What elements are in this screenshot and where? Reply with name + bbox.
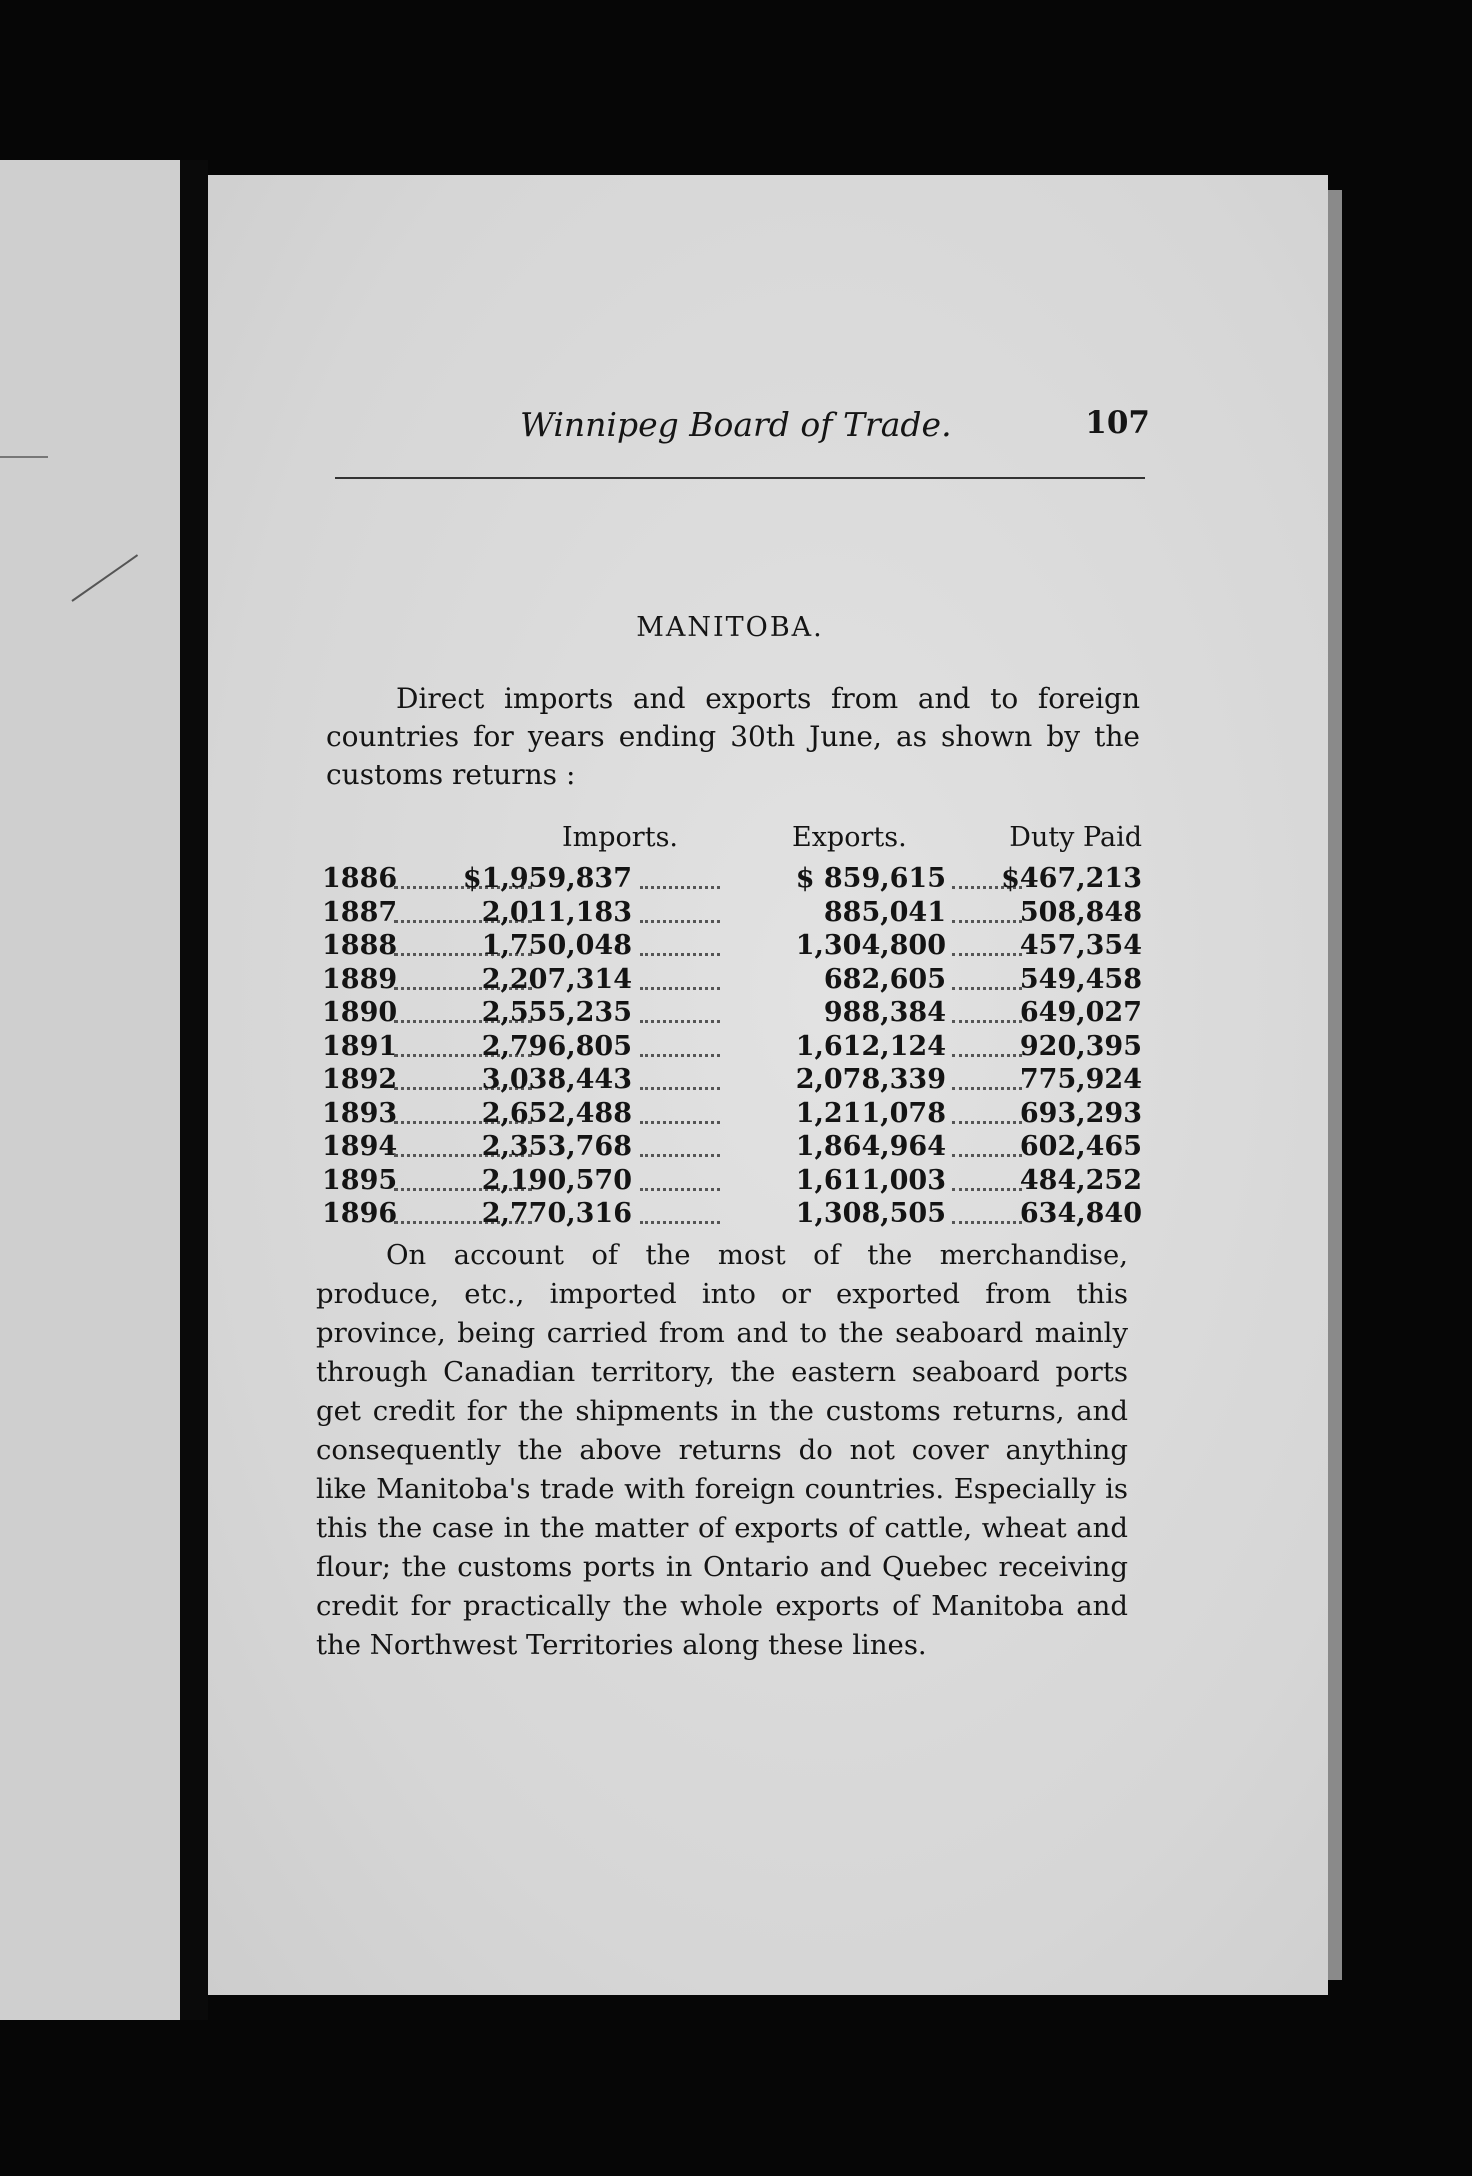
- exports-cell: 1,864,964: [795, 1131, 946, 1162]
- table-row: [322, 1030, 1142, 1064]
- table-body: [322, 862, 1142, 1231]
- imports-cell: 2,555,235: [481, 997, 632, 1028]
- year-cell: 1888: [322, 930, 398, 961]
- imports-cell: 2,770,316: [481, 1198, 632, 1229]
- duty-cell: 484,252: [1019, 1164, 1142, 1196]
- leader-dots: [640, 1197, 720, 1224]
- year-cell: 1893: [322, 1097, 398, 1129]
- imports-cell: 3,038,443: [481, 1064, 632, 1095]
- exports-cell: 1,612,124: [795, 1030, 946, 1062]
- leader-dots: [640, 862, 720, 889]
- duty-cell: 649,027: [1019, 997, 1142, 1028]
- leader-dots: [952, 1130, 1022, 1157]
- imports-cell: 2,190,570: [481, 1164, 632, 1196]
- duty-cell: 457,354: [1019, 930, 1142, 961]
- leader-dots: [640, 996, 720, 1023]
- duty-header: Duty Paid: [1009, 822, 1142, 853]
- exports-cell: 682,605: [823, 963, 946, 995]
- duty-cell: 549,458: [1019, 963, 1142, 995]
- duty-cell: $467,213: [1001, 863, 1142, 894]
- table-row: [322, 862, 1142, 896]
- exports-cell: 1,611,003: [795, 1164, 946, 1196]
- leader-dots: [640, 1030, 720, 1057]
- table-row: [322, 1197, 1142, 1231]
- leader-dots: [640, 896, 720, 923]
- leader-dots: [640, 1164, 720, 1191]
- section-title: MANITOBA.: [636, 612, 824, 643]
- intro-paragraph: Direct imports and exports from and to foreign countries for years ending 30th June, as shown by the customs returns :: [326, 682, 1140, 791]
- header-rule: [335, 477, 1145, 479]
- leader-dots: [952, 896, 1022, 923]
- leader-dots: [952, 963, 1022, 990]
- trade-table: [322, 822, 1142, 1231]
- exports-cell: 988,384: [823, 997, 946, 1028]
- imports-cell: 2,353,768: [481, 1131, 632, 1162]
- leader-dots: [640, 963, 720, 990]
- imports-cell: $1,959,837: [462, 863, 632, 894]
- year-cell: 1886: [322, 863, 398, 894]
- table-row: [322, 1164, 1142, 1198]
- leader-dots: [952, 1164, 1022, 1191]
- exports-cell: 1,308,505: [795, 1198, 946, 1229]
- duty-cell: 508,848: [1019, 896, 1142, 928]
- year-cell: 1889: [322, 963, 398, 995]
- duty-cell: 920,395: [1019, 1030, 1142, 1062]
- exports-cell: $ 859,615: [795, 863, 946, 894]
- leader-dots: [952, 1063, 1022, 1090]
- duty-cell: 634,840: [1019, 1198, 1142, 1229]
- leader-dots: [952, 1030, 1022, 1057]
- duty-cell: 775,924: [1019, 1064, 1142, 1095]
- running-head: [520, 405, 1150, 455]
- imports-cell: 1,750,048: [481, 930, 632, 961]
- table-row: [322, 1097, 1142, 1131]
- duty-cell: 693,293: [1019, 1097, 1142, 1129]
- table-row: [322, 963, 1142, 997]
- table-row: [322, 929, 1142, 963]
- table-row: [322, 896, 1142, 930]
- year-cell: 1887: [322, 896, 398, 928]
- year-cell: 1890: [322, 997, 398, 1028]
- exports-cell: 885,041: [823, 896, 946, 928]
- facing-page-rule: [0, 456, 48, 458]
- leader-dots: [952, 929, 1022, 956]
- year-cell: 1891: [322, 1030, 398, 1062]
- table-row: [322, 1063, 1142, 1097]
- facing-page-edge: [0, 160, 180, 2020]
- leader-dots: [952, 1097, 1022, 1124]
- page-number: 107: [1085, 405, 1150, 441]
- table-row: [322, 996, 1142, 1030]
- duty-cell: 602,465: [1019, 1131, 1142, 1162]
- exports-cell: 1,211,078: [795, 1097, 946, 1129]
- exports-header: Exports.: [792, 822, 907, 853]
- exports-cell: 2,078,339: [795, 1064, 946, 1095]
- year-cell: 1896: [322, 1198, 398, 1229]
- page-edge: [1328, 190, 1342, 1980]
- imports-cell: 2,652,488: [481, 1097, 632, 1129]
- year-cell: 1894: [322, 1131, 398, 1162]
- table-row: [322, 1130, 1142, 1164]
- running-title: Winnipeg Board of Trade.: [520, 405, 952, 444]
- year-cell: 1892: [322, 1064, 398, 1095]
- body-paragraph: On account of the most of the merchandise, produce, etc., imported into or exported from this province, being carried from and to the seaboard mainly through Canadian territory, the eastern seaboard ports get credit for the shipments in the customs returns, and consequently the above returns do not cover anything like Manitoba's trade with foreign countries. Especially is this the case in the matter of exports of cattle, wheat and flour; the customs ports in Ontario and Quebec receiving credit for practically the whole exports of Manitoba and the Northwest Territories along these lines.: [316, 1239, 1128, 1661]
- leader-dots: [640, 929, 720, 956]
- leader-dots: [640, 1097, 720, 1124]
- exports-cell: 1,304,800: [795, 930, 946, 961]
- leader-dots: [952, 1197, 1022, 1224]
- leader-dots: [952, 996, 1022, 1023]
- table-header: [322, 822, 1142, 862]
- imports-cell: 2,207,314: [481, 963, 632, 995]
- imports-cell: 2,796,805: [481, 1030, 632, 1062]
- book-gutter: [180, 160, 208, 2020]
- imports-header: Imports.: [562, 822, 679, 853]
- imports-cell: 2,011,183: [481, 896, 632, 928]
- leader-dots: [640, 1063, 720, 1090]
- leader-dots: [640, 1130, 720, 1157]
- year-cell: 1895: [322, 1164, 398, 1196]
